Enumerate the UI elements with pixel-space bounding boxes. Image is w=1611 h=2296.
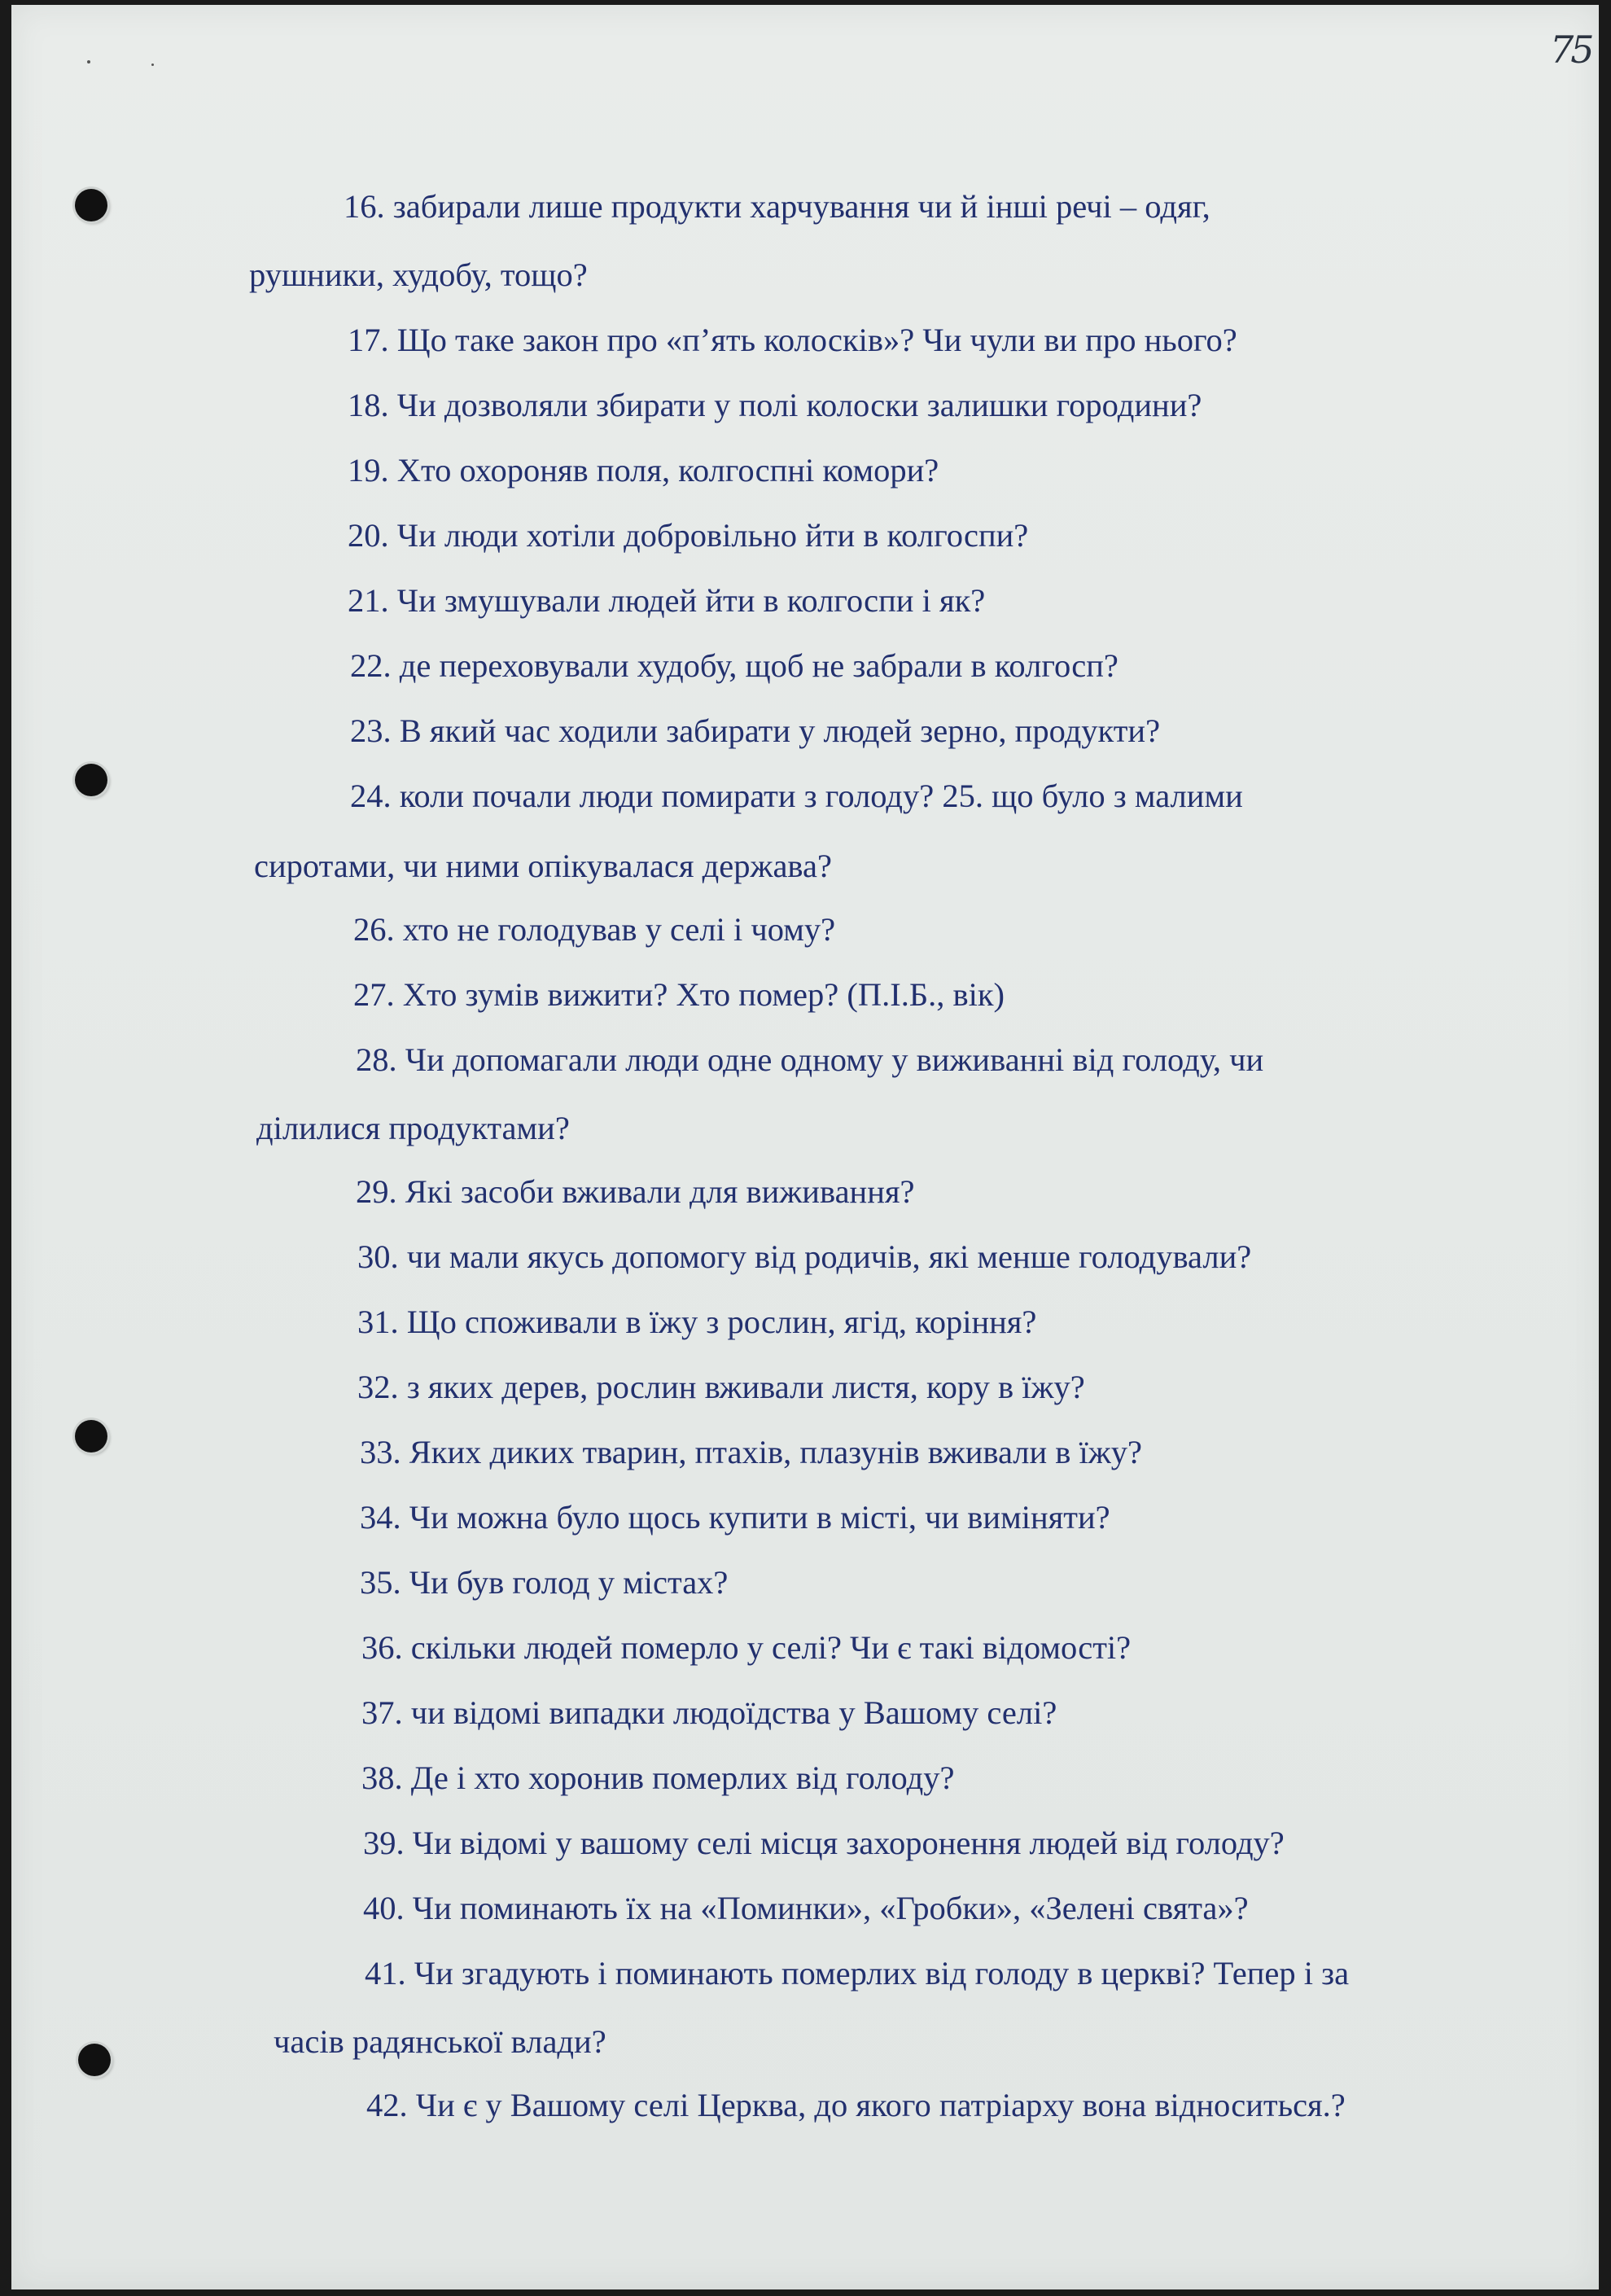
question-line: 31. Що споживали в їжу з рослин, ягід, коріння? xyxy=(357,1304,1037,1340)
question-line: 26. хто не голодував у селі і чому? xyxy=(353,911,836,948)
question-line: рушники, худобу, тощо? xyxy=(249,256,588,293)
punch-hole xyxy=(75,189,107,221)
question-line: сиротами, чи ними опікувалася держава? xyxy=(254,848,832,884)
question-line: часів радянської влади? xyxy=(274,2023,606,2060)
question-line: 40. Чи поминають їх на «Поминки», «Гробки», «Зелені свята»? xyxy=(363,1890,1249,1926)
question-line: 37. чи відомі випадки людоїдства у Вашому селі? xyxy=(361,1694,1057,1731)
question-line: 32. з яких дерев, рослин вживали листя, кору в їжу? xyxy=(357,1369,1085,1405)
speck-mark xyxy=(87,60,90,64)
question-line: 20. Чи люди хотіли добровільно йти в колгоспи? xyxy=(348,517,1029,554)
question-line: 39. Чи відомі у вашому селі місця захоронення людей від голоду? xyxy=(363,1825,1285,1861)
question-line: 16. забирали лише продукти харчування чи й інші речі – одяг, xyxy=(344,188,1210,225)
question-line: 28. Чи допомагали люди одне одному у виживанні від голоду, чи xyxy=(356,1041,1264,1078)
question-line: ділилися продуктами? xyxy=(256,1110,570,1146)
question-line: 18. Чи дозволяли збирати у полі колоски залишки городини? xyxy=(348,387,1202,423)
question-line: 23. В який час ходили забирати у людей зерно, продукти? xyxy=(350,712,1161,749)
question-line: 27. Хто зумів вижити? Хто помер? (П.І.Б., вік) xyxy=(353,976,1005,1013)
question-line: 33. Яких диких тварин, птахів, плазунів вживали в їжу? xyxy=(360,1434,1143,1470)
question-line: 24. коли почали люди помирати з голоду? 25. що було з малими xyxy=(350,778,1243,814)
page-number: 75 xyxy=(1550,28,1591,72)
question-line: 35. Чи був голод у містах? xyxy=(360,1564,729,1601)
punch-hole xyxy=(75,1420,107,1453)
punch-hole xyxy=(75,764,107,796)
question-line: 36. скільки людей померло у селі? Чи є такі відомості? xyxy=(361,1629,1132,1666)
question-line: 38. Де і хто хоронив померлих від голоду? xyxy=(361,1759,955,1796)
question-line: 41. Чи згадують і поминають померлих від голоду в церкві? Тепер і за xyxy=(365,1955,1350,1991)
question-line: 22. де переховували худобу, щоб не забрали в колгосп? xyxy=(350,647,1119,684)
question-line: 34. Чи можна було щось купити в місті, чи виміняти? xyxy=(360,1499,1110,1536)
question-line: 19. Хто охороняв поля, колгоспні комори? xyxy=(348,452,939,489)
question-line: 42. Чи є у Вашому селі Церква, до якого патріарху вона відноситься.? xyxy=(366,2087,1346,2123)
document-page xyxy=(11,5,1599,2289)
speck-mark xyxy=(151,64,154,66)
question-line: 29. Які засоби вживали для виживання? xyxy=(356,1173,915,1210)
question-line: 30. чи мали якусь допомогу від родичів, які менше голодували? xyxy=(357,1238,1252,1275)
question-line: 21. Чи змушували людей йти в колгоспи і як? xyxy=(348,582,986,619)
question-line: 17. Що таке закон про «п’ять колосків»? Чи чули ви про нього? xyxy=(348,322,1237,358)
punch-hole xyxy=(78,2044,111,2076)
